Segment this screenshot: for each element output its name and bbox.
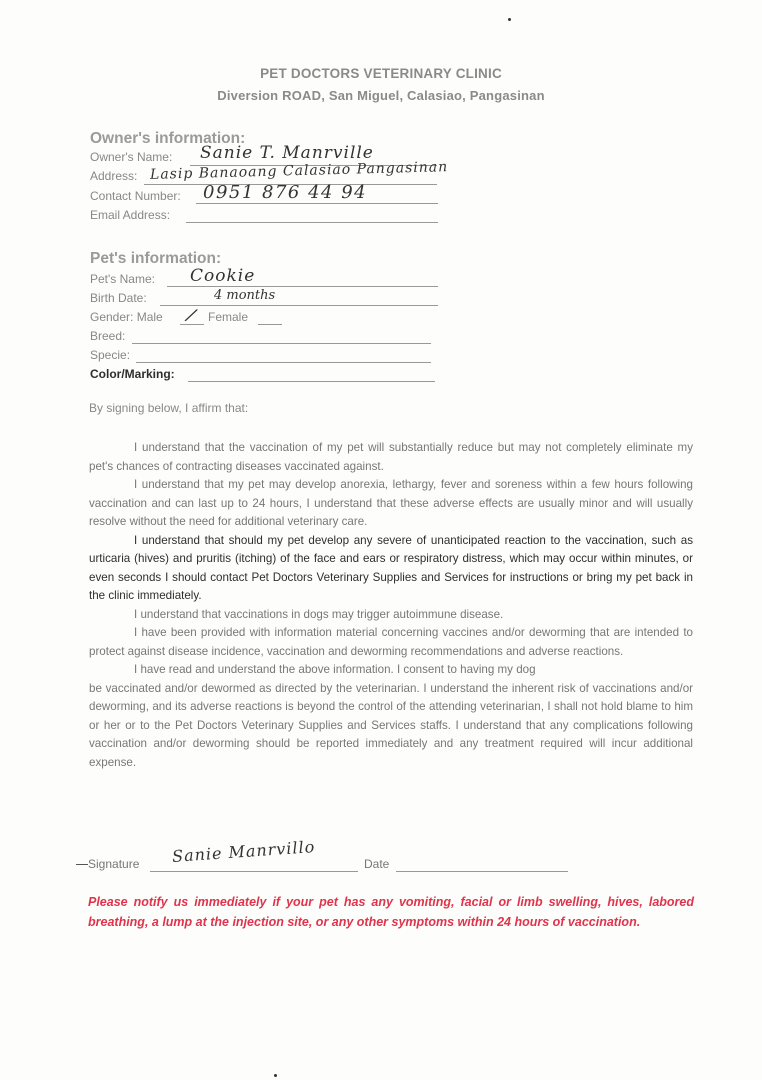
gender-female-line xyxy=(258,324,282,325)
color-marking-line xyxy=(188,381,435,382)
consent-paragraph-6b: be vaccinated and/or dewormed as directed by the veterinarian. I understand the inherent risk of vaccinations and/or deworming, and its adverse reactions is beyond the control of the attending veterinarian, I shall not hold blame to him or her or to the Pet Doctors Veterinary Supplies and Services staffs. I understand that any complications following vaccination and/or deworming should be reported immediately and any treatment required will incur additional expense. xyxy=(89,681,693,769)
owner-address-label: Address: xyxy=(90,169,138,183)
owner-name-value[interactable]: Sanie T. Manrville xyxy=(200,143,374,163)
breed-label: Breed: xyxy=(90,329,126,343)
consent-paragraph-5: I have been provided with information material concerning vaccines and/or deworming that are intended to protect against disease incidence, vaccination and deworming recommendations and adverse reactions. xyxy=(89,626,693,658)
signature-dash xyxy=(76,864,88,865)
pet-name-value[interactable]: Cookie xyxy=(190,266,256,286)
breed-line xyxy=(132,343,431,344)
contact-number-line xyxy=(196,203,438,204)
date-line xyxy=(396,871,568,872)
contact-number-value[interactable]: 0951 876 44 94 xyxy=(203,182,368,203)
birth-date-line xyxy=(160,305,438,306)
gender-male-label: Gender: Male xyxy=(90,310,163,324)
pet-name-label: Pet's Name: xyxy=(90,272,155,286)
pet-name-line xyxy=(167,286,438,287)
email-address-line xyxy=(186,222,438,223)
consent-paragraph-2: I understand that my pet may develop anorexia, lethargy, fever and soreness within a few hours following vaccination and can last up to 24 hours, I understand that these adverse effects are usually minor and will usually resolve without the need for additional veterinary care. xyxy=(89,478,693,528)
date-label: Date xyxy=(364,857,390,871)
consent-intro: By signing below, I affirm that: xyxy=(89,401,249,415)
email-address-label: Email Address: xyxy=(90,208,171,222)
specie-label: Specie: xyxy=(90,348,131,362)
birth-date-label: Birth Date: xyxy=(90,291,147,305)
pet-section-title: Pet's information: xyxy=(90,250,222,267)
scan-speck xyxy=(274,1074,277,1077)
owner-name-label: Owner's Name: xyxy=(90,150,173,164)
consent-paragraph-4: I understand that vaccinations in dogs may trigger autoimmune disease. xyxy=(134,607,504,621)
signature-line xyxy=(150,871,358,872)
consent-paragraph-3: I understand that should my pet develop any severe of unanticipated reaction to the vaccination, such as urticaria (hives) and pruritis (itching) of the face and ears or respiratory distress, which may occur within minutes, or even seconds I should contact Pet Doctors Veterinary Supplies and Services for instructions or bring my pet back in the clinic immediately. xyxy=(89,533,693,602)
consent-paragraph-1: I understand that the vaccination of my pet will substantially reduce but may not completely eliminate my pet's chances of contracting diseases vaccinated against. xyxy=(89,441,693,473)
signature-value[interactable]: Sanie Manrvillo xyxy=(171,837,316,866)
clinic-address: Diversion ROAD, San Miguel, Calasiao, Pangasinan xyxy=(217,88,545,103)
signature-label: Signature xyxy=(88,857,140,871)
gender-male-check[interactable]: / xyxy=(184,304,199,327)
birth-date-value[interactable]: 4 months xyxy=(214,288,276,303)
clinic-name: PET DOCTORS VETERINARY CLINIC xyxy=(260,66,502,81)
consent-paragraph-6a: I have read and understand the above information. I consent to having my dog xyxy=(134,663,536,676)
specie-line xyxy=(136,362,431,363)
post-vaccination-notice: Please notify us immediately if your pet has any vomiting, facial or limb swelling, hives, labored breathing, a lump at the injection site, or any other symptoms within 24 hours of vaccination. xyxy=(88,895,694,929)
scan-speck xyxy=(508,18,511,21)
owner-address-value[interactable]: Lasip Banaoang Calasiao Pangasinan xyxy=(149,159,449,183)
gender-female-label: Female xyxy=(208,310,249,324)
owner-section-title: Owner's information: xyxy=(90,130,246,147)
contact-number-label: Contact Number: xyxy=(90,189,181,203)
color-marking-label: Color/Marking: xyxy=(90,367,175,381)
consent-paragraphs xyxy=(89,439,693,772)
